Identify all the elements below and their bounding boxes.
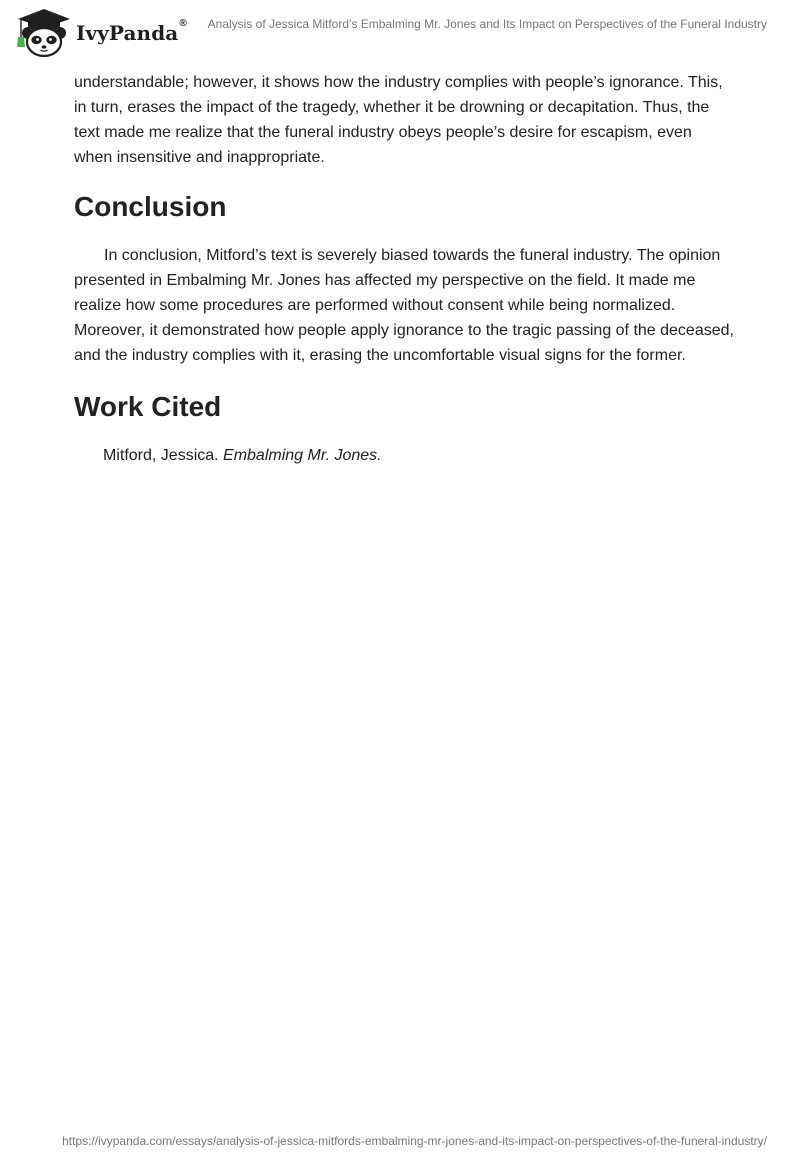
essay-content	[74, 70, 734, 468]
works-cited-heading: Work Cited	[74, 391, 222, 422]
document-title: Analysis of Jessica Mitford’s Embalming Mr. Jones and Its Impact on Perspectives of the Funeral Industry	[207, 17, 767, 31]
conclusion-paragraph: In conclusion, Mitford’s text is severely biased towards the funeral industry. The opinion presented in Embalming Mr. Jones has affected my perspective on the field. It made me realize how some procedures are performed without consent while being normalized. Moreover, it demonstrated how people apply ignorance to the tragic passing of the deceased, and the industry complies with it, erasing the uncomfortable visual signs for the former.	[74, 247, 734, 364]
footer-url[interactable]: https://ivypanda.com/essays/analysis-of-jessica-mitfords-embalming-mr-jones-and-its-impact-on-perspectives-of-the-funeral-industry/	[62, 1134, 767, 1148]
intro-paragraph: understandable; however, it shows how the industry complies with people’s ignorance. This, in turn, erases the impact of the tragedy, whether it be drowning or decapitation. Thus, the text made me realize that the funeral industry obeys people’s desire for escapism, even when insensitive and inappropriate.	[74, 74, 723, 166]
registered-mark: ®	[179, 18, 187, 29]
conclusion-heading: Conclusion	[74, 191, 227, 222]
brand-logo[interactable]	[15, 7, 187, 57]
citation-author: Mitford, Jessica.	[103, 447, 224, 464]
panda-graduate-icon	[15, 7, 73, 57]
citation-entry	[74, 443, 734, 468]
page-header	[0, 0, 800, 60]
brand-name: IvyPanda®	[76, 18, 187, 45]
citation-title: Embalming Mr. Jones.	[223, 447, 382, 464]
